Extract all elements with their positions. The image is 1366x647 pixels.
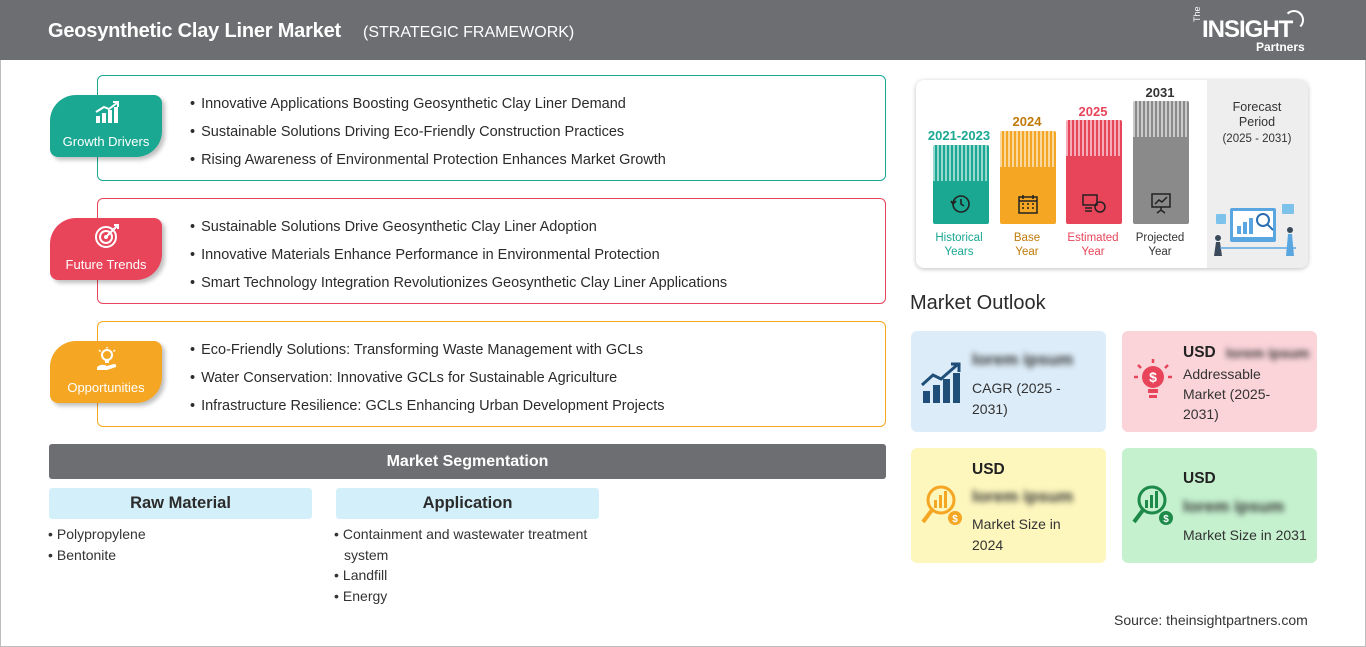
application-list (334, 524, 609, 606)
raw-material-list (48, 524, 308, 565)
bar-chart-growth-icon (94, 101, 120, 125)
market-size-magnifier-icon (919, 482, 965, 528)
future-trends-badge (50, 218, 162, 280)
forecast-period-label (1212, 100, 1302, 130)
market-size-2031-card (1122, 448, 1317, 563)
presentation-icon (1149, 191, 1173, 215)
caption-line: Year (1148, 246, 1172, 258)
market-size-2031-value: lorem ipsum (1183, 497, 1285, 516)
logo-arc-icon (1284, 10, 1304, 30)
forecast-label-line: Forecast (1232, 100, 1282, 114)
timeline-bar-projected (1133, 101, 1189, 224)
market-size-2024-label-line: Market Size in (972, 516, 1061, 532)
header-bar (0, 0, 1366, 60)
caption-line: Year (1015, 246, 1039, 258)
caption-line: Years (944, 246, 974, 258)
svg-text:$: $ (1149, 369, 1157, 385)
list-item: • Energy (334, 586, 609, 607)
timeline-bar-estimated (1066, 120, 1122, 224)
list-item: • Sustainable Solutions Drive Geosynthetic Clay Liner Adoption (190, 218, 727, 246)
market-size-2024-value: lorem ipsum (972, 487, 1074, 506)
forecast-label-line: Period (1238, 115, 1276, 129)
logo-insight: INSIGHT (1202, 16, 1293, 43)
timeline-year-historical: 2021-2023 (927, 128, 991, 143)
market-segmentation-header: Market Segmentation (49, 444, 886, 479)
opportunities-label: Opportunities (67, 380, 145, 395)
logo-the: The (1192, 6, 1202, 22)
list-item: • Eco-Friendly Solutions: Transforming Waste Management with GCLs (190, 341, 665, 369)
future-trends-panel (97, 198, 886, 304)
application-heading: Application (336, 488, 599, 519)
opportunities-badge (50, 341, 162, 403)
market-size-2024-card (911, 448, 1106, 563)
caption-line: Projected (1135, 232, 1185, 244)
growth-drivers-panel (97, 75, 886, 181)
bar-stripes (1133, 101, 1189, 137)
market-outlook-title: Market Outlook (910, 292, 1046, 314)
list-item: • Water Conservation: Innovative GCLs for Sustainable Agriculture (190, 369, 665, 397)
timeline-year-base: 2024 (1012, 114, 1042, 129)
forecast-period-range: (2025 - 2031) (1222, 133, 1292, 145)
list-item: • Infrastructure Resilience: GCLs Enhancing Urban Development Projects (190, 397, 665, 425)
bar-stripes (933, 145, 989, 181)
list-item: • Containment and wastewater treatment system (334, 524, 609, 565)
addressable-market-value: lorem ipsum (1226, 345, 1310, 361)
future-trends-list (190, 218, 727, 302)
cagr-label-line: CAGR (2025 - (972, 380, 1061, 396)
market-size-magnifier-icon (1130, 482, 1176, 528)
list-item: • Polypropylene (48, 524, 308, 545)
growth-drivers-list (190, 95, 666, 179)
caption-line: Estimated (1067, 232, 1119, 244)
analytics-people-illustration-icon (1210, 200, 1302, 258)
growth-chart-icon (919, 361, 965, 407)
growth-drivers-label: Growth Drivers (62, 134, 150, 149)
list-item: • Rising Awareness of Environmental Protection Enhances Market Growth (190, 151, 666, 179)
addressable-market-usd: USD (1183, 344, 1216, 361)
market-size-2031-usd: USD (1183, 470, 1216, 487)
cagr-value: lorem ipsum (972, 350, 1074, 369)
svg-text:$: $ (1163, 514, 1169, 525)
cagr-label-line: 2031) (972, 401, 1008, 417)
market-size-2024-label-line: 2024 (972, 537, 1004, 553)
market-size-2031-label-line: Market Size in 2031 (1183, 527, 1307, 543)
addressable-market-label-line: Addressable (1183, 366, 1261, 382)
money-bulb-icon (1130, 357, 1176, 403)
list-item: • Innovative Applications Boosting Geosynthetic Clay Liner Demand (190, 95, 666, 123)
opportunities-panel (97, 321, 886, 427)
addressable-market-label-line: 2031) (1183, 406, 1219, 422)
estimate-icon (1080, 192, 1108, 214)
list-item: • Smart Technology Integration Revolutionizes Geosynthetic Clay Liner Applications (190, 274, 727, 302)
svg-text:$: $ (952, 514, 958, 525)
list-item: • Landfill (334, 565, 609, 586)
timeline-year-projected: 2031 (1145, 85, 1175, 100)
bar-stripes (1000, 131, 1056, 167)
opportunities-list (190, 341, 665, 425)
addressable-market-card (1122, 331, 1317, 432)
timeline-caption-projected (1120, 231, 1200, 259)
future-trends-label: Future Trends (65, 257, 147, 272)
caption-line: Base (1013, 232, 1041, 244)
page-title: Geosynthetic Clay Liner Market (48, 20, 341, 42)
market-size-2024-usd: USD (972, 461, 1005, 478)
caption-line: Historical (935, 232, 983, 244)
timeline-bar-base (1000, 131, 1056, 224)
insight-partners-logo[interactable] (1190, 6, 1320, 54)
timeline-bar-historical (933, 145, 989, 224)
list-item: • Bentonite (48, 545, 308, 566)
raw-material-heading: Raw Material (49, 488, 312, 519)
bar-stripes (1066, 120, 1122, 156)
target-icon (94, 224, 120, 248)
logo-partners: Partners (1256, 40, 1305, 54)
calendar-icon (1016, 193, 1040, 215)
history-icon (949, 193, 973, 215)
lightbulb-hand-icon (94, 347, 120, 371)
list-item: • Sustainable Solutions Driving Eco-Friendly Construction Practices (190, 123, 666, 151)
addressable-market-label-line: Market (2025- (1183, 386, 1271, 402)
caption-line: Year (1081, 246, 1105, 258)
source-credit: Source: theinsightpartners.com (1114, 612, 1308, 628)
list-item: • Innovative Materials Enhance Performance in Environmental Protection (190, 246, 727, 274)
cagr-card (911, 331, 1106, 432)
timeline-year-estimated: 2025 (1078, 104, 1108, 119)
page-subtitle: (STRATEGIC FRAMEWORK) (363, 24, 575, 41)
growth-drivers-badge (50, 95, 162, 157)
